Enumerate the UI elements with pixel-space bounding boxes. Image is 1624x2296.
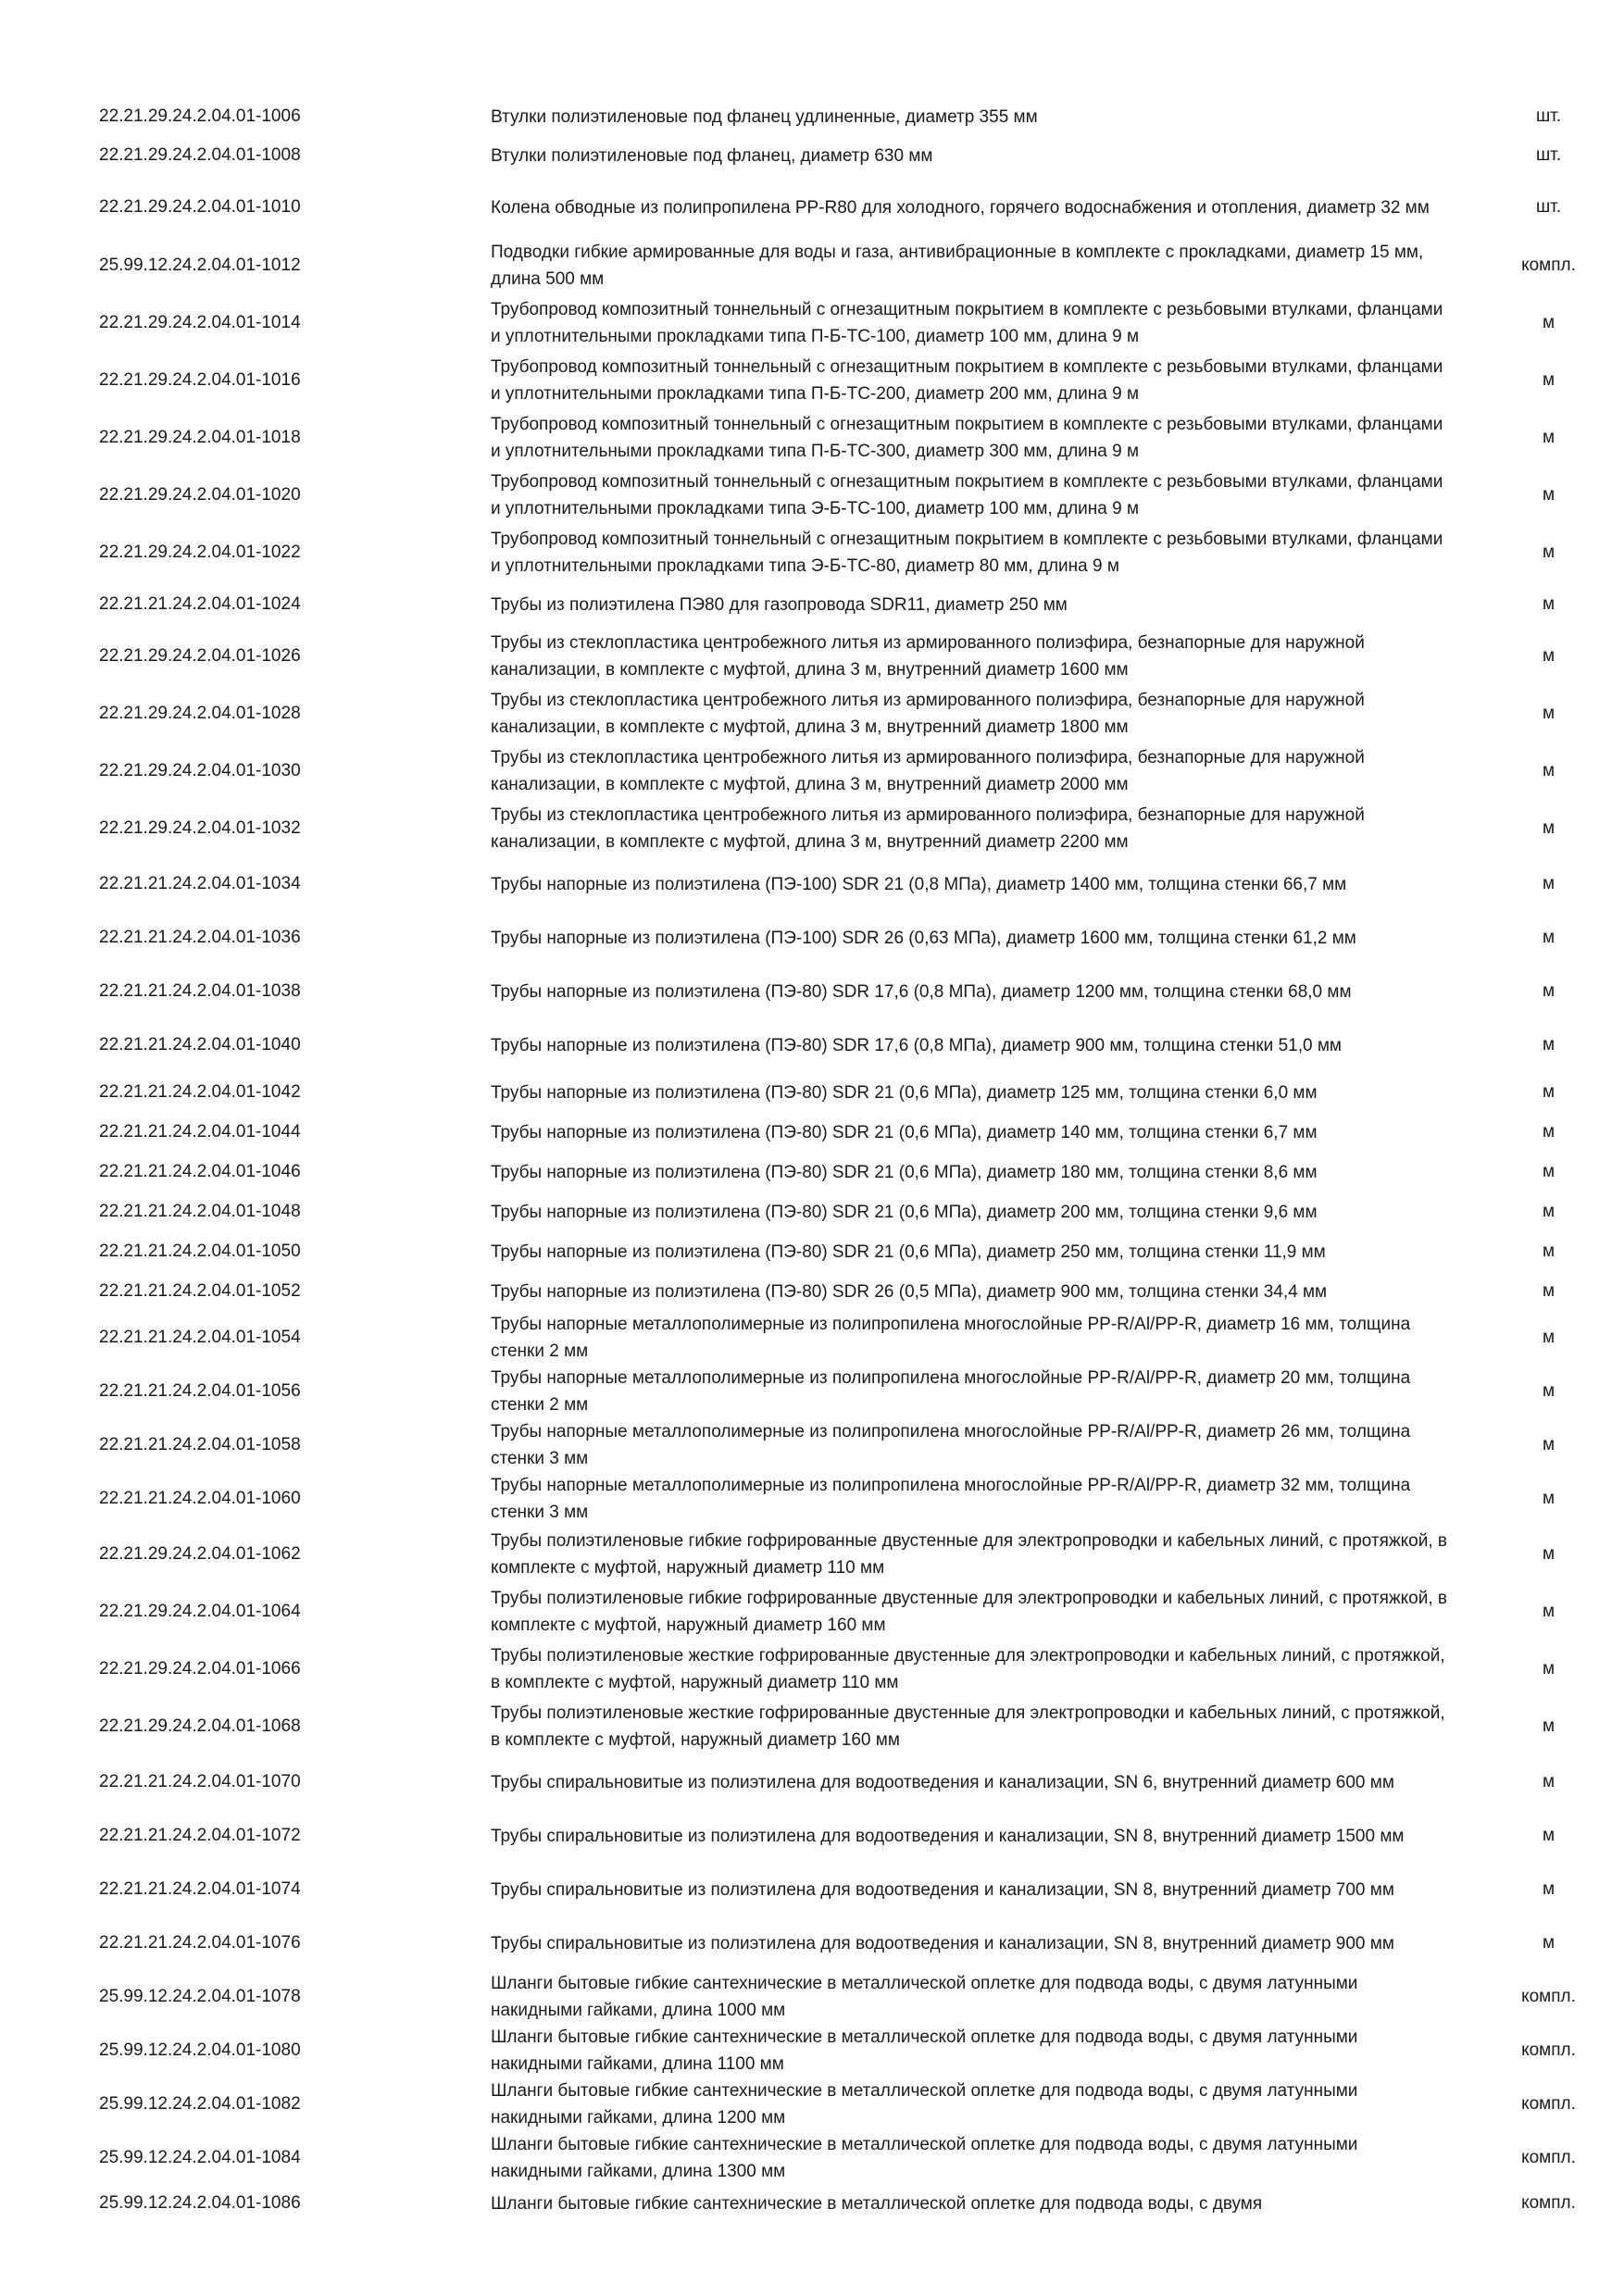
resource-name: Трубы напорные из полиэтилена (ПЭ-80) SDR 26 (0,5 МПа), диаметр 900 мм, толщина стенки 34,4 мм (491, 1281, 1328, 1302)
resource-code: 22.21.21.24.2.04.01-1052 (99, 1281, 301, 1301)
resource-code: 22.21.29.24.2.04.01-1068 (99, 1716, 301, 1736)
unit-of-measure: компл. (1521, 2040, 1576, 2060)
unit-of-measure: м (1542, 1933, 1555, 1953)
table-row (0, 1526, 1624, 1583)
resource-name: Трубы из стеклопластика центробежного литья из армированного полиэфира, безнапорные для наружной канализации, в комплекте с муфтой, длина 3 м, внутренний диаметр 1800 мм (491, 691, 1365, 737)
unit-of-measure: м (1542, 485, 1555, 505)
resource-code: 22.21.21.24.2.04.01-1076 (99, 1933, 301, 1953)
resource-code: 25.99.12.24.2.04.01-1084 (99, 2148, 301, 2167)
resource-code: 22.21.29.24.2.04.01-1008 (99, 145, 301, 165)
unit-of-measure: шт. (1535, 145, 1562, 165)
resource-name: Трубы полиэтиленовые жесткие гофрированные двустенные для электропроводки и кабельных линий, с протяжкой, в комплекте с муфтой, наружный диаметр 160 мм (491, 1703, 1445, 1750)
resource-name: Трубопровод композитный тоннельный с огнезащитным покрытием в комплекте с резьбовыми втулками, фланцами и уплотнительными прокладками типа П-Б-ТС-100, диаметр 100 мм, длина 9 м (491, 300, 1443, 346)
table-row (0, 2024, 1624, 2078)
resource-name: Трубы напорные металлополимерные из полипропилена многослойные PP-R/Al/PP-R, диаметр 16 мм, толщина стенки 2 мм (491, 1315, 1411, 1361)
table-row (0, 685, 1624, 742)
table-row (0, 1231, 1624, 1272)
table-row (0, 467, 1624, 524)
table-row (0, 1698, 1624, 1755)
resource-table (0, 100, 1624, 2222)
resource-code: 22.21.21.24.2.04.01-1050 (99, 1242, 301, 1261)
table-row (0, 1152, 1624, 1192)
resource-name: Шланги бытовые гибкие сантехнические в металлической оплетке для подвода воды, с двумя латунными накидными гайками, длина 1200 мм (491, 2081, 1358, 2128)
resource-code: 22.21.21.24.2.04.01-1070 (99, 1772, 301, 1791)
table-row (0, 1641, 1624, 1698)
table-row (0, 1072, 1624, 1113)
table-row (0, 133, 1624, 178)
unit-of-measure: м (1542, 313, 1555, 332)
resource-code: 22.21.21.24.2.04.01-1074 (99, 1879, 301, 1899)
resource-name: Трубы напорные из полиэтилена (ПЭ-80) SDR 17,6 (0,8 МПа), диаметр 900 мм, толщина стенки 51,0 мм (491, 1035, 1342, 1055)
resource-name: Трубы из полиэтилена ПЭ80 для газопровода SDR11, диаметр 250 мм (491, 594, 1068, 615)
unit-of-measure: м (1542, 428, 1555, 447)
resource-name: Трубы напорные металлополимерные из полипропилена многослойные PP-R/Al/PP-R, диаметр 32 мм, толщина стенки 3 мм (491, 1476, 1411, 1522)
unit-of-measure: м (1542, 1122, 1555, 1142)
unit-of-measure: м (1542, 1602, 1555, 1621)
resource-code: 22.21.21.24.2.04.01-1040 (99, 1035, 301, 1054)
resource-code: 25.99.12.24.2.04.01-1012 (99, 256, 301, 275)
table-row (0, 1583, 1624, 1641)
resource-name: Подводки гибкие армированные для воды и газа, антивибрационные в комплекте с прокладками, диаметр 15 мм, длина 500 мм (491, 243, 1424, 289)
unit-of-measure: м (1542, 646, 1555, 666)
resource-code: 22.21.21.24.2.04.01-1036 (99, 928, 301, 947)
unit-of-measure: м (1542, 818, 1555, 838)
table-row (0, 1418, 1624, 1472)
table-row (0, 1916, 1624, 1970)
table-row (0, 1272, 1624, 1311)
resource-name: Трубопровод композитный тоннельный с огнезащитным покрытием в комплекте с резьбовыми втулками, фланцами и уплотнительными прокладками типа П-Б-ТС-200, диаметр 200 мм, длина 9 м (491, 357, 1443, 404)
resource-code: 25.99.12.24.2.04.01-1086 (99, 2193, 301, 2213)
resource-name: Втулки полиэтиленовые под фланец, диаметр 630 мм (491, 145, 933, 166)
unit-of-measure: м (1542, 874, 1555, 893)
table-row (0, 911, 1624, 965)
resource-name: Трубы из стеклопластика центробежного литья из армированного полиэфира, безнапорные для наружной канализации, в комплекте с муфтой, длина 3 м, внутренний диаметр 2000 мм (491, 748, 1365, 794)
table-row (0, 409, 1624, 467)
resource-name: Трубы напорные из полиэтилена (ПЭ-100) SDR 26 (0,63 МПа), диаметр 1600 мм, толщина стенки 61,2 мм (491, 928, 1356, 948)
resource-code: 22.21.29.24.2.04.01-1006 (99, 106, 301, 126)
resource-code: 22.21.21.24.2.04.01-1024 (99, 594, 301, 614)
table-row (0, 100, 1624, 133)
resource-name: Шланги бытовые гибкие сантехнические в металлической оплетке для подвода воды, с двумя латунными накидными гайками, длина 1100 мм (491, 2028, 1358, 2074)
resource-code: 22.21.21.24.2.04.01-1042 (99, 1082, 301, 1102)
resource-name: Трубы спиральновитые из полиэтилена для водоотведения и канализации, SN 6, внутренний диаметр 600 мм (491, 1772, 1394, 1792)
resource-code: 25.99.12.24.2.04.01-1082 (99, 2094, 301, 2114)
unit-of-measure: м (1542, 594, 1555, 614)
table-row (0, 857, 1624, 911)
unit-of-measure: компл. (1521, 2094, 1576, 2114)
unit-of-measure: м (1542, 1659, 1555, 1678)
table-row (0, 1863, 1624, 1916)
unit-of-measure: м (1542, 1281, 1555, 1301)
unit-of-measure: м (1542, 1435, 1555, 1454)
unit-of-measure: м (1542, 1826, 1555, 1845)
resource-code: 22.21.29.24.2.04.01-1018 (99, 428, 301, 447)
unit-of-measure: шт. (1535, 197, 1562, 217)
unit-of-measure: компл. (1521, 2148, 1576, 2167)
resource-name: Колена обводные из полипропилена PP-R80 для холодного, горячего водоснабжения и отопления, диаметр 32 мм (491, 197, 1430, 218)
unit-of-measure: шт. (1535, 106, 1562, 126)
table-row (0, 628, 1624, 685)
table-row (0, 2131, 1624, 2185)
resource-code: 22.21.21.24.2.04.01-1054 (99, 1328, 301, 1347)
resource-code: 22.21.21.24.2.04.01-1058 (99, 1435, 301, 1454)
table-row (0, 1311, 1624, 1365)
unit-of-measure: м (1542, 1489, 1555, 1508)
resource-code: 22.21.21.24.2.04.01-1044 (99, 1122, 301, 1142)
unit-of-measure: м (1542, 1772, 1555, 1791)
resource-code: 22.21.21.24.2.04.01-1060 (99, 1489, 301, 1508)
resource-name: Трубы из стеклопластика центробежного литья из армированного полиэфира, безнапорные для наружной канализации, в комплекте с муфтой, длина 3 м, внутренний диаметр 2200 мм (491, 805, 1365, 852)
resource-code: 22.21.29.24.2.04.01-1010 (99, 197, 301, 217)
unit-of-measure: м (1542, 543, 1555, 562)
unit-of-measure: м (1542, 981, 1555, 1001)
table-row (0, 1192, 1624, 1231)
table-row (0, 581, 1624, 628)
unit-of-measure: м (1542, 1082, 1555, 1102)
table-row (0, 1755, 1624, 1809)
table-row (0, 294, 1624, 352)
resource-code: 22.21.21.24.2.04.01-1056 (99, 1381, 301, 1401)
resource-code: 22.21.29.24.2.04.01-1032 (99, 818, 301, 838)
unit-of-measure: компл. (1521, 1987, 1576, 2006)
unit-of-measure: м (1542, 928, 1555, 947)
unit-of-measure: м (1542, 1544, 1555, 1564)
resource-name: Трубы напорные из полиэтилена (ПЭ-100) SDR 21 (0,8 МПа), диаметр 1400 мм, толщина стенки 66,7 мм (491, 874, 1347, 894)
resource-name: Трубы напорные из полиэтилена (ПЭ-80) SDR 21 (0,6 МПа), диаметр 250 мм, толщина стенки 11,9 мм (491, 1242, 1326, 1262)
resource-name: Трубопровод композитный тоннельный с огнезащитным покрытием в комплекте с резьбовыми втулками, фланцами и уплотнительными прокладками типа Э-Б-ТС-80, диаметр 80 мм, длина 9 м (491, 530, 1443, 576)
table-row (0, 1970, 1624, 2024)
resource-name: Трубы из стеклопластика центробежного литья из армированного полиэфира, безнапорные для наружной канализации, в комплекте с муфтой, длина 3 м, внутренний диаметр 1600 мм (491, 633, 1365, 680)
table-row (0, 965, 1624, 1018)
table-row (0, 742, 1624, 800)
unit-of-measure: м (1542, 761, 1555, 780)
table-row (0, 1365, 1624, 1418)
resource-name: Трубы напорные из полиэтилена (ПЭ-80) SDR 21 (0,6 МПа), диаметр 125 мм, толщина стенки 6,0 мм (491, 1082, 1318, 1103)
table-row (0, 2078, 1624, 2131)
table-row (0, 1809, 1624, 1863)
table-row (0, 2185, 1624, 2222)
resource-name: Трубы полиэтиленовые гибкие гофрированные двустенные для электропроводки и кабельных линий, с протяжкой, в комплекте с муфтой, наружный диаметр 110 мм (491, 1531, 1448, 1578)
table-row (0, 237, 1624, 294)
table-row (0, 1018, 1624, 1072)
unit-of-measure: м (1542, 1716, 1555, 1736)
resource-code: 25.99.12.24.2.04.01-1080 (99, 2040, 301, 2060)
resource-code: 22.21.21.24.2.04.01-1048 (99, 1202, 301, 1221)
resource-name: Трубы напорные металлополимерные из полипропилена многослойные PP-R/Al/PP-R, диаметр 20 мм, толщина стенки 2 мм (491, 1368, 1411, 1415)
resource-name: Трубопровод композитный тоннельный с огнезащитным покрытием в комплекте с резьбовыми втулками, фланцами и уплотнительными прокладками типа П-Б-ТС-300, диаметр 300 мм, длина 9 м (491, 415, 1443, 461)
resource-name: Трубы напорные из полиэтилена (ПЭ-80) SDR 21 (0,6 МПа), диаметр 140 мм, толщина стенки 6,7 мм (491, 1122, 1318, 1142)
resource-name: Трубы напорные из полиэтилена (ПЭ-80) SDR 21 (0,6 МПа), диаметр 180 мм, толщина стенки 8,6 мм (491, 1162, 1318, 1182)
resource-code: 22.21.29.24.2.04.01-1026 (99, 646, 301, 666)
table-row (0, 1472, 1624, 1526)
resource-name: Трубы напорные из полиэтилена (ПЭ-80) SDR 17,6 (0,8 МПа), диаметр 1200 мм, толщина стенки 68,0 мм (491, 981, 1352, 1002)
unit-of-measure: м (1542, 1381, 1555, 1401)
resource-name: Шланги бытовые гибкие сантехнические в металлической оплетке для подвода воды, с двумя латунными накидными гайками, длина 1000 мм (491, 1974, 1358, 2020)
resource-name: Трубы спиральновитые из полиэтилена для водоотведения и канализации, SN 8, внутренний диаметр 700 мм (491, 1879, 1394, 1900)
unit-of-measure: м (1542, 1879, 1555, 1899)
resource-code: 22.21.29.24.2.04.01-1062 (99, 1544, 301, 1564)
unit-of-measure: м (1542, 1035, 1555, 1054)
resource-name: Трубы напорные из полиэтилена (ПЭ-80) SDR 21 (0,6 МПа), диаметр 200 мм, толщина стенки 9,6 мм (491, 1202, 1318, 1222)
table-row (0, 352, 1624, 409)
resource-code: 22.21.29.24.2.04.01-1016 (99, 370, 301, 390)
resource-name: Трубы полиэтиленовые жесткие гофрированные двустенные для электропроводки и кабельных линий, с протяжкой, в комплекте с муфтой, наружный диаметр 110 мм (491, 1646, 1445, 1692)
unit-of-measure: м (1542, 1242, 1555, 1261)
resource-code: 22.21.21.24.2.04.01-1038 (99, 981, 301, 1001)
table-row (0, 524, 1624, 581)
unit-of-measure: м (1542, 1202, 1555, 1221)
resource-name: Трубы напорные металлополимерные из полипропилена многослойные PP-R/Al/PP-R, диаметр 26 мм, толщина стенки 3 мм (491, 1422, 1411, 1468)
unit-of-measure: компл. (1521, 2193, 1576, 2213)
resource-code: 22.21.29.24.2.04.01-1066 (99, 1659, 301, 1678)
unit-of-measure: м (1542, 704, 1555, 723)
resource-code: 22.21.29.24.2.04.01-1022 (99, 543, 301, 562)
resource-name: Трубы спиральновитые из полиэтилена для водоотведения и канализации, SN 8, внутренний диаметр 900 мм (491, 1933, 1394, 1953)
resource-name: Шланги бытовые гибкие сантехнические в металлической оплетке для подвода воды, с двумя (491, 2193, 1263, 2214)
resource-code: 22.21.29.24.2.04.01-1020 (99, 485, 301, 505)
resource-code: 22.21.29.24.2.04.01-1028 (99, 704, 301, 723)
resource-code: 22.21.21.24.2.04.01-1034 (99, 874, 301, 893)
table-row (0, 800, 1624, 857)
table-row (0, 178, 1624, 237)
resource-name: Шланги бытовые гибкие сантехнические в металлической оплетке для подвода воды, с двумя латунными накидными гайками, длина 1300 мм (491, 2135, 1358, 2181)
resource-code: 22.21.29.24.2.04.01-1014 (99, 313, 301, 332)
resource-name: Трубы спиральновитые из полиэтилена для водоотведения и канализации, SN 8, внутренний диаметр 1500 мм (491, 1826, 1405, 1846)
unit-of-measure: компл. (1521, 256, 1576, 275)
resource-name: Втулки полиэтиленовые под фланец удлиненные, диаметр 355 мм (491, 106, 1038, 127)
table-row (0, 1113, 1624, 1152)
resource-code: 22.21.21.24.2.04.01-1072 (99, 1826, 301, 1845)
unit-of-measure: м (1542, 1328, 1555, 1347)
resource-code: 25.99.12.24.2.04.01-1078 (99, 1987, 301, 2006)
resource-code: 22.21.21.24.2.04.01-1046 (99, 1162, 301, 1181)
unit-of-measure: м (1542, 370, 1555, 390)
resource-code: 22.21.29.24.2.04.01-1064 (99, 1602, 301, 1621)
resource-code: 22.21.29.24.2.04.01-1030 (99, 761, 301, 780)
resource-name: Трубопровод композитный тоннельный с огнезащитным покрытием в комплекте с резьбовыми втулками, фланцами и уплотнительными прокладками типа Э-Б-ТС-100, диаметр 100 мм, длина 9 м (491, 472, 1443, 518)
unit-of-measure: м (1542, 1162, 1555, 1181)
resource-name: Трубы полиэтиленовые гибкие гофрированные двустенные для электропроводки и кабельных линий, с протяжкой, в комплекте с муфтой, наружный диаметр 160 мм (491, 1589, 1448, 1635)
